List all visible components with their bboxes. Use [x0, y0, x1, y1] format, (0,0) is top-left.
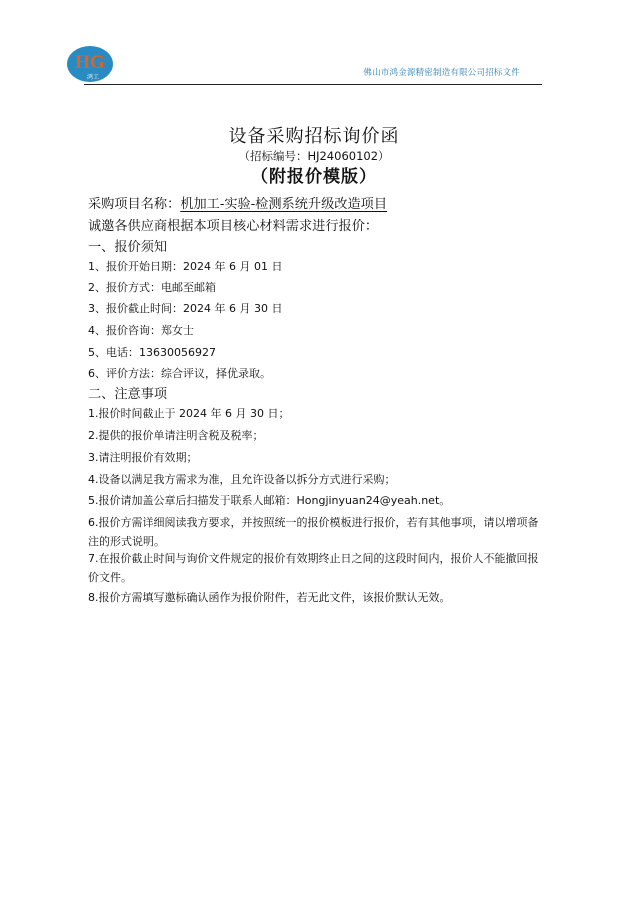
document-title: 设备采购招标询价函 [228, 126, 400, 147]
note-item: 1.报价时间截止于 2024 年 6 月 30 日； [88, 407, 290, 420]
logo-letters: HG [75, 52, 105, 73]
company-logo [66, 44, 114, 84]
invitation-text: 诚邀各供应商根据本项目核心材料需求进行报价： [88, 219, 379, 234]
note-item: 3.请注明报价有效期； [88, 451, 198, 464]
notice-item: 6、评价方法：综合评议，择优录取。 [88, 367, 271, 380]
notice-item: 5、电话：13630056927 [88, 346, 216, 359]
note-item: 8.报价方需填写邀标确认函作为报价附件，若无此文件，该报价默认无效。 [88, 591, 451, 604]
header-divider [84, 84, 542, 85]
note-item: 7.在报价截止时间与询价文件规定的报价有效期终止日之间的这段时间内，报价人不能撤回报价文件。 [88, 552, 539, 584]
section2-title: 二、注意事项 [88, 387, 168, 402]
project-label: 采购项目名称： [88, 197, 181, 212]
note-item: 4.设备以满足我方需求为准，且允许设备以拆分方式进行采购； [88, 473, 396, 486]
notice-item: 3、报价截止时间：2024 年 6 月 30 日 [88, 302, 283, 315]
section1-title: 一、报价须知 [88, 240, 168, 255]
project-line [88, 193, 387, 212]
notice-item: 2、报价方式：电邮至邮箱 [88, 281, 216, 294]
project-name: 机加工-实验-检测系统升级改造项目 [180, 197, 388, 212]
note-item: 5.报价请加盖公章后扫描发于联系人邮箱：Hongjinyuan24@yeah.net。 [88, 494, 451, 507]
note-item: 6.报价方需详细阅读我方要求，并按照统一的报价模板进行报价，若有其他事项，请以增项备注的形式说明。 [88, 516, 539, 548]
notice-item: 4、报价咨询：郑女士 [88, 324, 194, 337]
header-company-document: 佛山市鸿金源精密制造有限公司招标文件 [363, 68, 520, 78]
notice-item: 1、报价开始日期：2024 年 6 月 01 日 [88, 260, 283, 273]
document-subtitle: （附报价模版） [251, 167, 377, 187]
bid-number: （招标编号：HJ24060102） [238, 149, 390, 163]
note-item: 2.提供的报价单请注明含税及税率； [88, 429, 264, 442]
logo-subtext: 鸿工 [86, 74, 100, 81]
